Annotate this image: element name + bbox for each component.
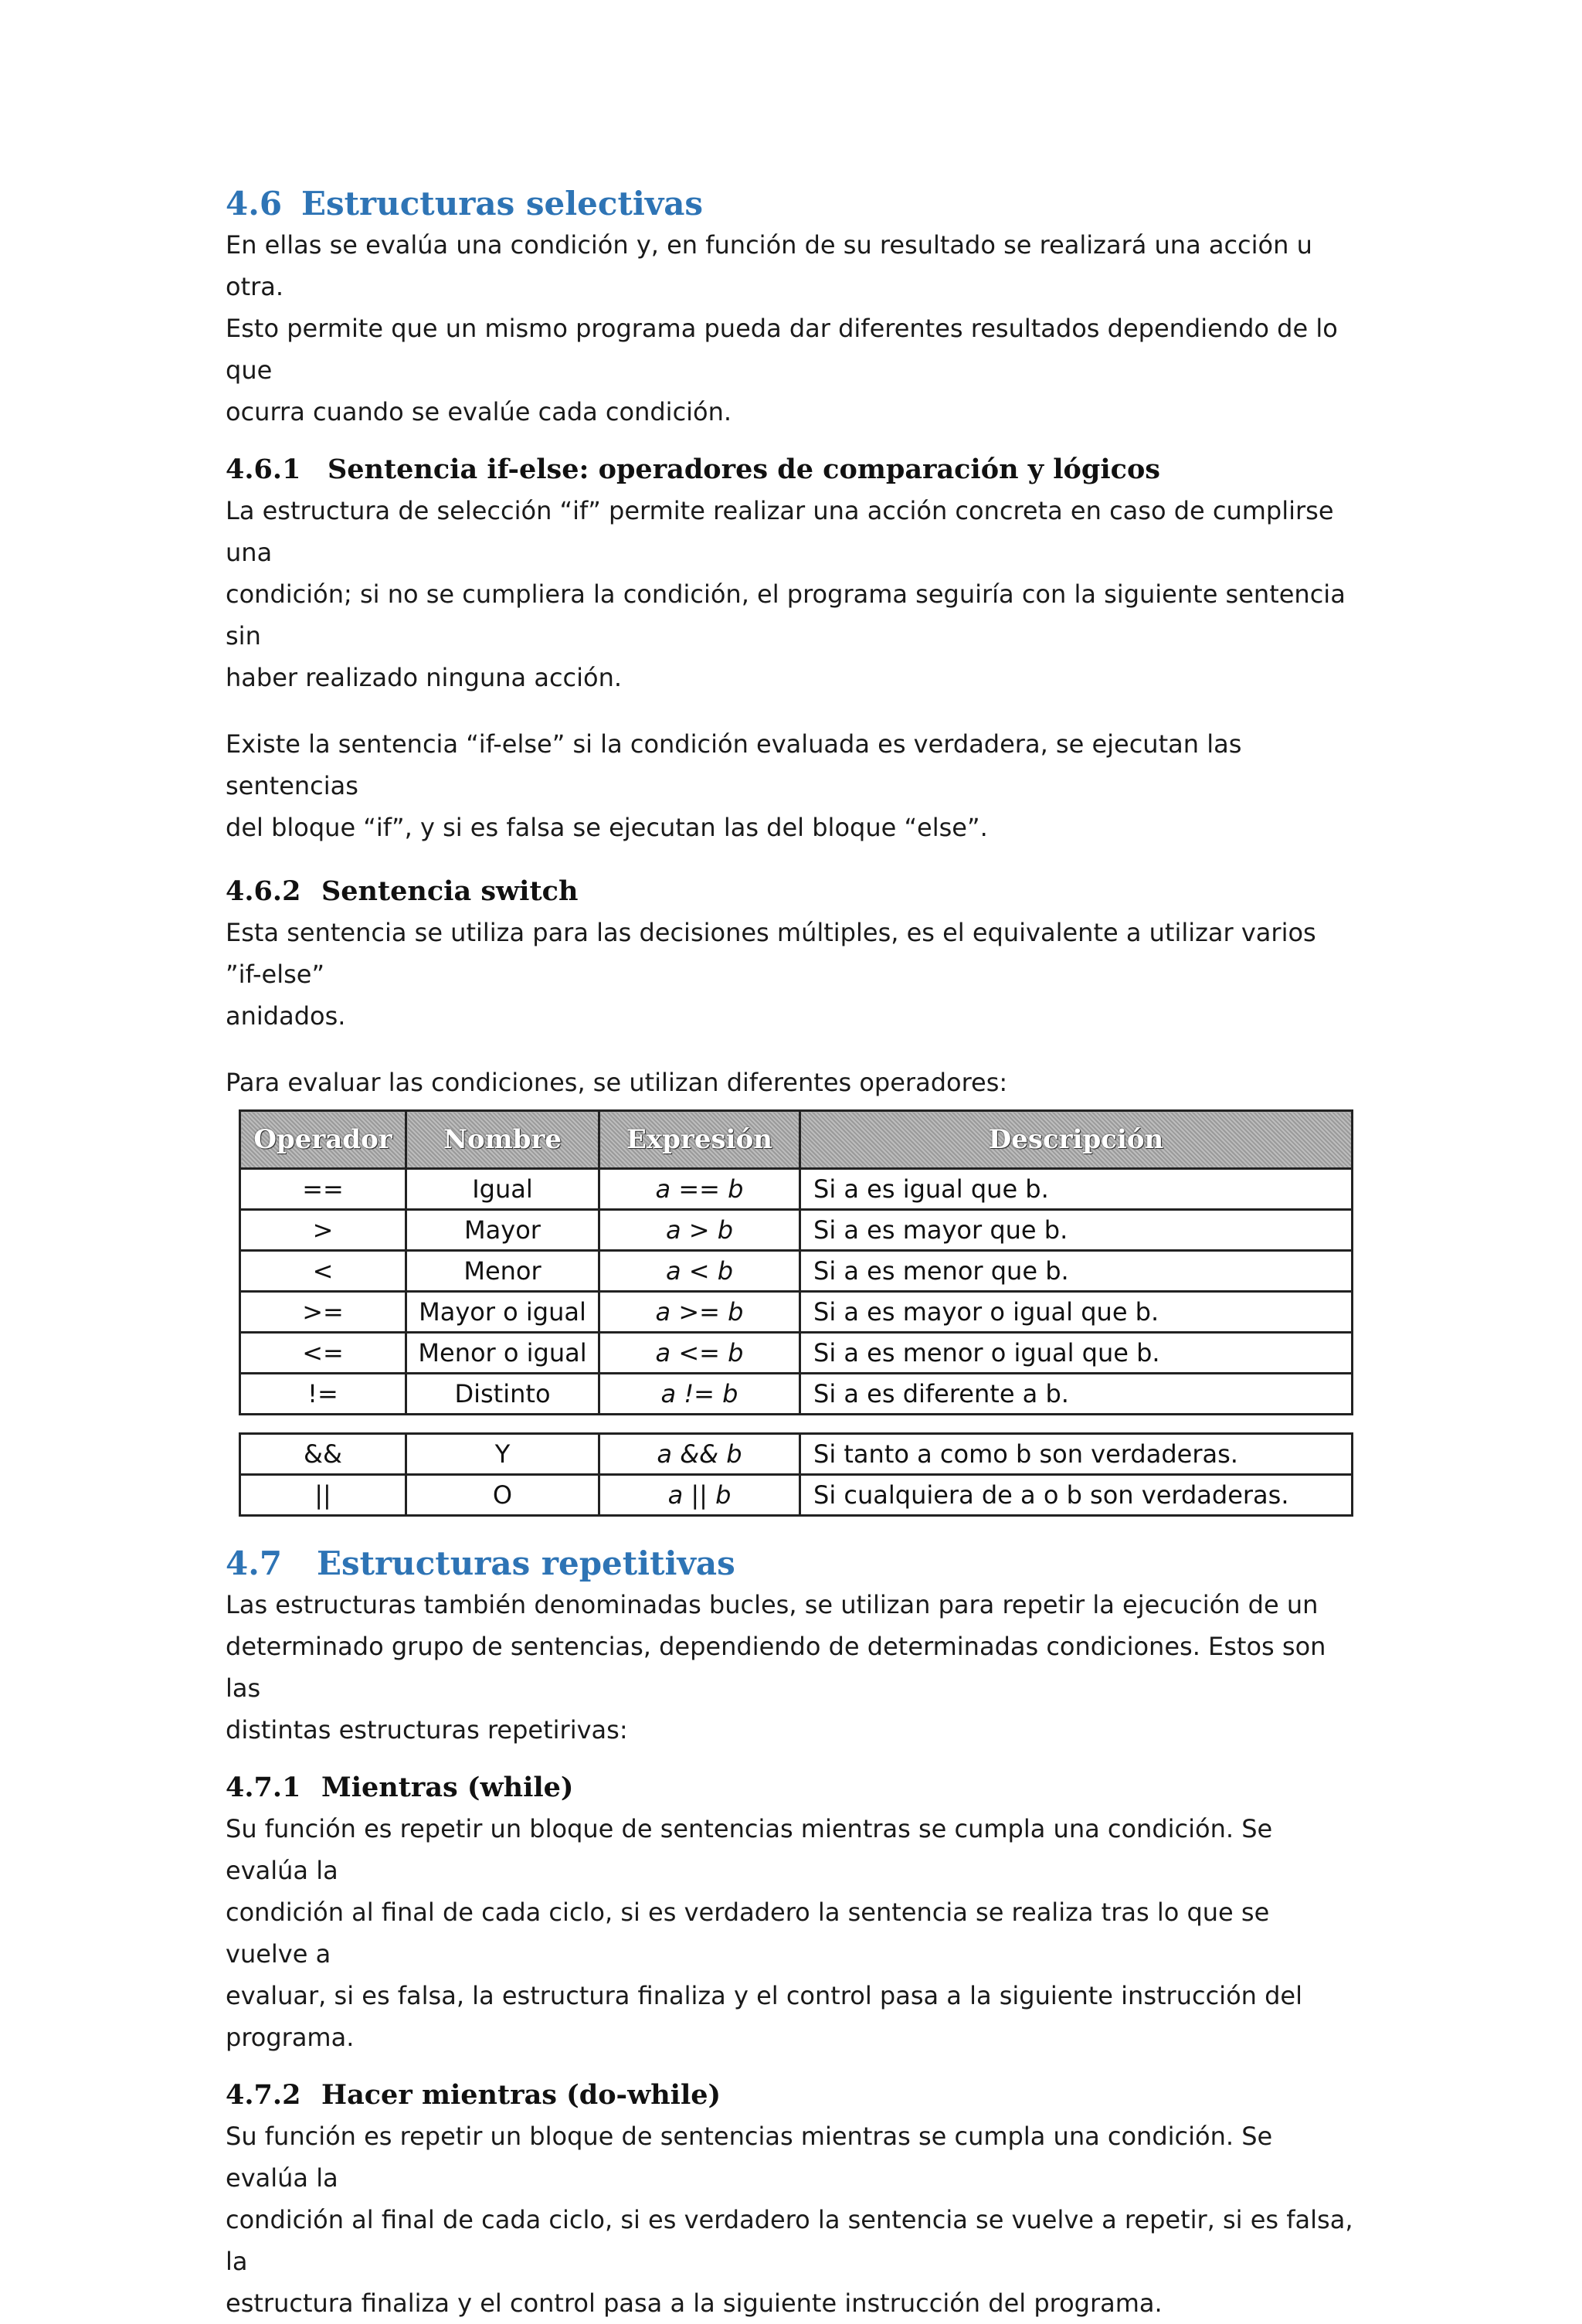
section-heading-4-7 xyxy=(226,1541,1353,1586)
description-cell: Si a es menor que b. xyxy=(800,1251,1353,1292)
paragraph xyxy=(226,1808,1353,2058)
paragraph xyxy=(226,224,1353,433)
operator-cell: >= xyxy=(240,1292,406,1333)
subsection-title: Sentencia if-else: operadores de comparación y lógicos xyxy=(328,454,1160,485)
name-cell: O xyxy=(406,1475,599,1516)
paragraph xyxy=(226,723,1353,848)
operator-cell: == xyxy=(240,1169,406,1210)
subsection-heading-4-7-2 xyxy=(226,2075,1353,2115)
description-cell: Si a es mayor o igual que b. xyxy=(800,1292,1353,1333)
section-number: 4.6 xyxy=(226,185,283,223)
table-row xyxy=(240,1210,1353,1251)
operator-cell: != xyxy=(240,1374,406,1415)
expression-cell: a && b xyxy=(599,1434,800,1475)
expression-cell: a <= b xyxy=(599,1333,800,1374)
operator-cell: < xyxy=(240,1251,406,1292)
text-line: ocurra cuando se evalúe cada condición. xyxy=(226,397,732,426)
operators-table xyxy=(239,1109,1351,1517)
subsection-number: 4.7.1 xyxy=(226,1772,301,1803)
text-line: programa. xyxy=(226,2023,355,2052)
expression-cell: a > b xyxy=(599,1210,800,1251)
operator-cell: && xyxy=(240,1434,406,1475)
text-line: estructura finaliza y el control pasa a la siguiente instrucción del programa. xyxy=(226,2288,1163,2318)
name-cell: Y xyxy=(406,1434,599,1475)
name-cell: Distinto xyxy=(406,1374,599,1415)
text-line: Su función es repetir un bloque de sentencias mientras se cumpla una condición. Se evalúa la xyxy=(226,2122,1273,2193)
subsection-title: Mientras (while) xyxy=(321,1772,574,1803)
text-line: distintas estructuras repetirivas: xyxy=(226,1715,628,1745)
description-cell: Si a es igual que b. xyxy=(800,1169,1353,1210)
text-line: condición; si no se cumpliera la condición, el programa seguiría con la siguiente sentencia sin xyxy=(226,579,1346,651)
text-line: Existe la sentencia “if-else” si la condición evaluada es verdadera, se ejecutan las sentencias xyxy=(226,729,1242,800)
table-row xyxy=(240,1475,1353,1516)
paragraph xyxy=(226,2115,1353,2324)
section-heading-4-6 xyxy=(226,182,1353,226)
text-line: Su función es repetir un bloque de sentencias mientras se cumpla una condición. Se evalúa la xyxy=(226,1814,1273,1885)
comparison-operators-table xyxy=(239,1109,1353,1415)
table-row xyxy=(240,1169,1353,1210)
text-line: Las estructuras también denominadas bucles, se utilizan para repetir la ejecución de un xyxy=(226,1590,1319,1619)
expression-cell: a || b xyxy=(599,1475,800,1516)
expression-cell: a < b xyxy=(599,1251,800,1292)
subsection-heading-4-7-1 xyxy=(226,1768,1353,1808)
operator-cell: > xyxy=(240,1210,406,1251)
column-header-description: Descripción xyxy=(800,1111,1353,1169)
table-row xyxy=(240,1434,1353,1475)
name-cell: Menor o igual xyxy=(406,1333,599,1374)
description-cell: Si a es diferente a b. xyxy=(800,1374,1353,1415)
expression-cell: a != b xyxy=(599,1374,800,1415)
table-row xyxy=(240,1374,1353,1415)
text-line: En ellas se evalúa una condición y, en función de su resultado se realizará una acción u otra. xyxy=(226,230,1312,301)
operator-cell: || xyxy=(240,1475,406,1516)
text-line: condición al final de cada ciclo, si es verdadero la sentencia se vuelve a repetir, si es falsa, la xyxy=(226,2205,1353,2276)
paragraph xyxy=(226,912,1353,1037)
text-line: anidados. xyxy=(226,1001,346,1031)
text-line: Esto permite que un mismo programa pueda dar diferentes resultados dependiendo de lo que xyxy=(226,314,1338,385)
paragraph xyxy=(226,1584,1353,1751)
name-cell: Mayor o igual xyxy=(406,1292,599,1333)
table-row xyxy=(240,1333,1353,1374)
column-header-operator: Operador xyxy=(240,1111,406,1169)
text-line: del bloque “if”, y si es falsa se ejecutan las del bloque “else”. xyxy=(226,813,988,842)
text-line: determinado grupo de sentencias, dependiendo de determinadas condiciones. Estos son las xyxy=(226,1632,1326,1703)
expression-cell: a == b xyxy=(599,1169,800,1210)
description-cell: Si a es mayor que b. xyxy=(800,1210,1353,1251)
description-cell: Si tanto a como b son verdaderas. xyxy=(800,1434,1353,1475)
document-page xyxy=(226,182,1353,2324)
subsection-number: 4.6.1 xyxy=(226,454,301,485)
subsection-title: Sentencia switch xyxy=(321,875,579,907)
table-row xyxy=(240,1292,1353,1333)
text-line: condición al final de cada ciclo, si es verdadero la sentencia se realiza tras lo que se vuelve a xyxy=(226,1898,1270,1969)
text-line: Esta sentencia se utiliza para las decisiones múltiples, es el equivalente a utilizar varios ”if-else” xyxy=(226,918,1316,989)
paragraph: Para evaluar las condiciones, se utilizan diferentes operadores: xyxy=(226,1068,1008,1097)
expression-cell: a >= b xyxy=(599,1292,800,1333)
name-cell: Menor xyxy=(406,1251,599,1292)
paragraph xyxy=(226,490,1353,698)
subsection-number: 4.7.2 xyxy=(226,2079,301,2111)
text-line: evaluar, si es falsa, la estructura finaliza y el control pasa a la siguiente instrucción del xyxy=(226,1981,1302,2010)
column-header-expression: Expresión xyxy=(599,1111,800,1169)
table-gap xyxy=(239,1415,1351,1432)
table-header-row xyxy=(240,1111,1353,1169)
operator-cell: <= xyxy=(240,1333,406,1374)
name-cell: Mayor xyxy=(406,1210,599,1251)
column-header-name: Nombre xyxy=(406,1111,599,1169)
section-title: Estructuras selectivas xyxy=(301,185,704,223)
subsection-heading-4-6-1 xyxy=(226,450,1353,490)
name-cell: Igual xyxy=(406,1169,599,1210)
subsection-heading-4-6-2 xyxy=(226,872,1353,912)
text-line: La estructura de selección “if” permite realizar una acción concreta en caso de cumplirse una xyxy=(226,496,1334,567)
description-cell: Si a es menor o igual que b. xyxy=(800,1333,1353,1374)
subsection-title: Hacer mientras (do-while) xyxy=(321,2079,721,2111)
table-row xyxy=(240,1251,1353,1292)
section-number: 4.7 xyxy=(226,1544,283,1582)
text-line: haber realizado ninguna acción. xyxy=(226,663,623,692)
logical-operators-table xyxy=(239,1432,1353,1517)
section-title: Estructuras repetitivas xyxy=(317,1544,735,1582)
description-cell: Si cualquiera de a o b son verdaderas. xyxy=(800,1475,1353,1516)
subsection-number: 4.6.2 xyxy=(226,875,301,907)
